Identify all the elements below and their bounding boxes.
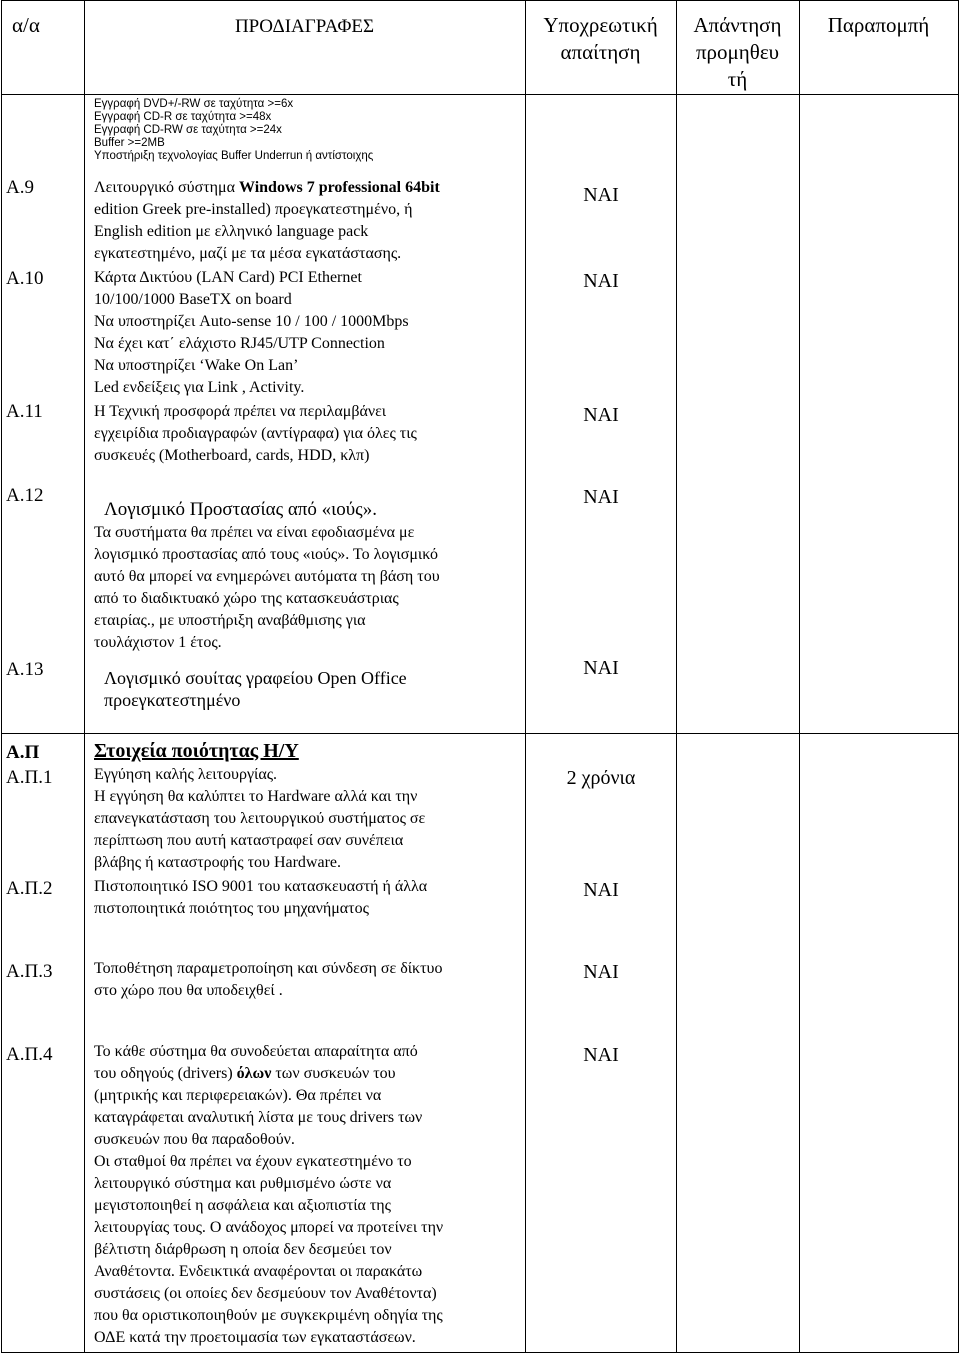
spec-line: Τα συστήματα θα πρέπει να είναι εφοδιασμένα με <box>94 524 415 541</box>
spec-text: του οδηγούς (drivers) <box>94 1065 237 1082</box>
required-value: ΝΑΙ <box>583 1044 619 1066</box>
row-id: Α.Π.1 <box>6 767 53 788</box>
spec-line <box>94 1063 396 1085</box>
spec-line: εγκατεστημένο, μαζί με τα μέσα εγκατάστασης. <box>94 245 402 262</box>
required-value: ΝΑΙ <box>583 270 619 292</box>
row-id: Α.Π.4 <box>6 1044 53 1065</box>
row-id: Α.Π.3 <box>6 961 53 982</box>
row-id: Α.10 <box>6 268 44 289</box>
spec-line: βέλτιστη διάρθρωση η οποία δεν δεσμεύει τον <box>94 1241 392 1258</box>
dvd-line: Υποστήριξη τεχνολογίας Buffer Underrun ή αντίστοιχης <box>94 150 374 162</box>
spec-line: εταιρίας., με υποστήριξη αναβάθμισης για <box>94 612 366 629</box>
spec-text-bold: όλων <box>236 1065 272 1082</box>
spec-line: Να υποστηρίζει ‘Wake On Lan’ <box>94 357 299 374</box>
spec-line: Να υποστηρίζει Auto-sense 10 / 100 / 1000Mbps <box>94 313 409 330</box>
spec-line: εγχειρίδια προδιαγραφών (αντίγραφα) για όλες τις <box>94 425 417 442</box>
spec-line: από το διαδικτυακό χώρο της κατασκευάστριας <box>94 590 399 607</box>
spec-line: Να έχει κατ΄ ελάχιστο RJ45/UTP Connection <box>94 335 385 352</box>
spec-line: Η εγγύηση θα καλύπτει το Hardware αλλά και την <box>94 788 418 805</box>
spec-line: πιστοποιητικά ποιότητος του μηχανήματος <box>94 900 369 917</box>
spec-line: αυτό θα μπορεί να ενημερώνει αυτόματα τη βάση του <box>94 568 440 585</box>
spec-line: Λογισμικό σουίτας γραφείου Open Office <box>104 668 407 688</box>
header-col-reference: Παραπομπή <box>827 13 930 37</box>
required-value: ΝΑΙ <box>583 486 619 508</box>
required-value: ΝΑΙ <box>583 404 619 426</box>
spec-line: Η Τεχνική προσφορά πρέπει να περιλαμβάνει <box>94 403 387 420</box>
header-col-required-1: Υποχρεωτική <box>543 13 658 37</box>
spec-line: ΟΔΕ κατά την προετοιμασία των εγκαταστάσεων. <box>94 1329 416 1346</box>
required-value: 2 χρόνια <box>566 767 636 789</box>
dvd-line: Εγγραφή CD-RW σε ταχύτητα >=24x <box>94 124 282 136</box>
spec-line: συσκευές (Motherboard, cards, HDD, κλπ) <box>94 447 370 464</box>
required-value: ΝΑΙ <box>583 961 619 983</box>
spec-line: Πιστοποιητικό ISO 9001 του κατασκευαστή ή άλλα <box>94 878 428 895</box>
header-col-number: α/α <box>12 13 40 37</box>
spec-line: λειτουργίας τους. Ο ανάδοχος μπορεί να προτείνει την <box>94 1219 444 1236</box>
spec-line: συσκευών που θα παραδοθούν. <box>94 1131 295 1148</box>
spec-line: Led ενδείξεις για Link , Activity. <box>94 379 305 396</box>
spec-line: Οι σταθμοί θα πρέπει να έχουν εγκατεστημένο το <box>94 1153 412 1170</box>
row-id: Α.13 <box>6 659 44 680</box>
dvd-line: Buffer >=2MB <box>94 137 165 149</box>
section-id: Α.Π <box>6 742 40 763</box>
spec-line: Τοποθέτηση παραμετροποίηση και σύνδεση σε δίκτυο <box>94 960 443 977</box>
dvd-line: Εγγραφή DVD+/-RW σε ταχύτητα >=6x <box>94 98 294 110</box>
required-value: ΝΑΙ <box>583 657 619 679</box>
row-id: Α.9 <box>6 177 34 198</box>
spec-line: μεγιστοποιηθεί η ασφάλεια και αξιοπιστία της <box>94 1197 392 1214</box>
spec-line: λογισμικό προστασίας από τους «ιούς». Το λογισμικό <box>94 546 438 563</box>
spec-line: τουλάχιστον 1 έτος. <box>94 634 222 651</box>
header-col-spec: ΠΡΟΔΙΑΓΡΑΦΕΣ <box>234 16 375 37</box>
header-col-answer-2: προμηθευ <box>695 40 780 64</box>
header-col-required-2: απαίτηση <box>560 40 641 64</box>
required-value: ΝΑΙ <box>583 879 619 901</box>
row-id: Α.12 <box>6 485 44 506</box>
row-id: Α.11 <box>6 401 43 422</box>
spec-line: Εγγύηση καλής λειτουργίας. <box>94 766 278 783</box>
spec-line: που θα οριστικοποιηθούν με συγκεκριμένη οδηγία της <box>94 1307 443 1324</box>
spec-line: λειτουργικό σύστημα και ρυθμισμένο ώστε να <box>94 1175 392 1192</box>
spec-line: στο χώρο που θα υποδειχθεί . <box>94 982 283 999</box>
spec-line: καταγράφεται αναλυτική λίστα με τους drivers των <box>94 1109 423 1126</box>
header-col-answer-1: Απάντηση <box>693 13 782 37</box>
spec-line: περίπτωση που αυτή καταστραφεί σαν συνέπεια <box>94 832 404 849</box>
spec-text: Λειτουργικό σύστημα <box>94 179 239 196</box>
section-title <box>94 739 299 763</box>
spec-line: επανεγκατάσταση του λειτουργικού συστήματος σε <box>94 810 426 827</box>
spec-line: Το κάθε σύστημα θα συνοδεύεται απαραίτητα από <box>94 1043 418 1060</box>
section-title-text: Στοιχεία ποιότητας Η/Υ <box>94 740 299 762</box>
spec-text-bold: Windows 7 professional 64bit <box>238 179 440 196</box>
spec-line: Κάρτα Δικτύου (LAN Card) PCI Ethernet <box>94 269 362 286</box>
spec-line: συστάσεις (οι οποίες δεν δεσμεύουν τον Αναθέτοντα) <box>94 1285 437 1302</box>
spec-line: Αναθέτοντα. Ενδεικτικά αναφέρονται οι παρακάτω <box>94 1263 423 1280</box>
spec-text: των συσκευών του <box>271 1065 396 1082</box>
spec-line: 10/100/1000 BaseTX on board <box>94 291 292 308</box>
spec-line <box>94 177 440 199</box>
row-id: Α.Π.2 <box>6 878 53 899</box>
header-col-answer-3: τή <box>727 67 748 91</box>
spec-line: edition Greek pre-installed) προεγκατεστημένο, ή <box>94 201 413 218</box>
dvd-line: Εγγραφή CD-R σε ταχύτητα >=48x <box>94 111 272 123</box>
spec-line: (μητρικής και περιφερειακών). Θα πρέπει να <box>94 1087 382 1104</box>
required-value: ΝΑΙ <box>583 184 619 206</box>
spec-title: Λογισμικό Προστασίας από «ιούς». <box>104 499 377 520</box>
spec-line: βλάβης ή καταστροφής του Hardware. <box>94 854 342 871</box>
spec-line: English edition με ελληνικό language pack <box>94 223 369 240</box>
spec-line: προεγκατεστημένο <box>104 690 241 710</box>
